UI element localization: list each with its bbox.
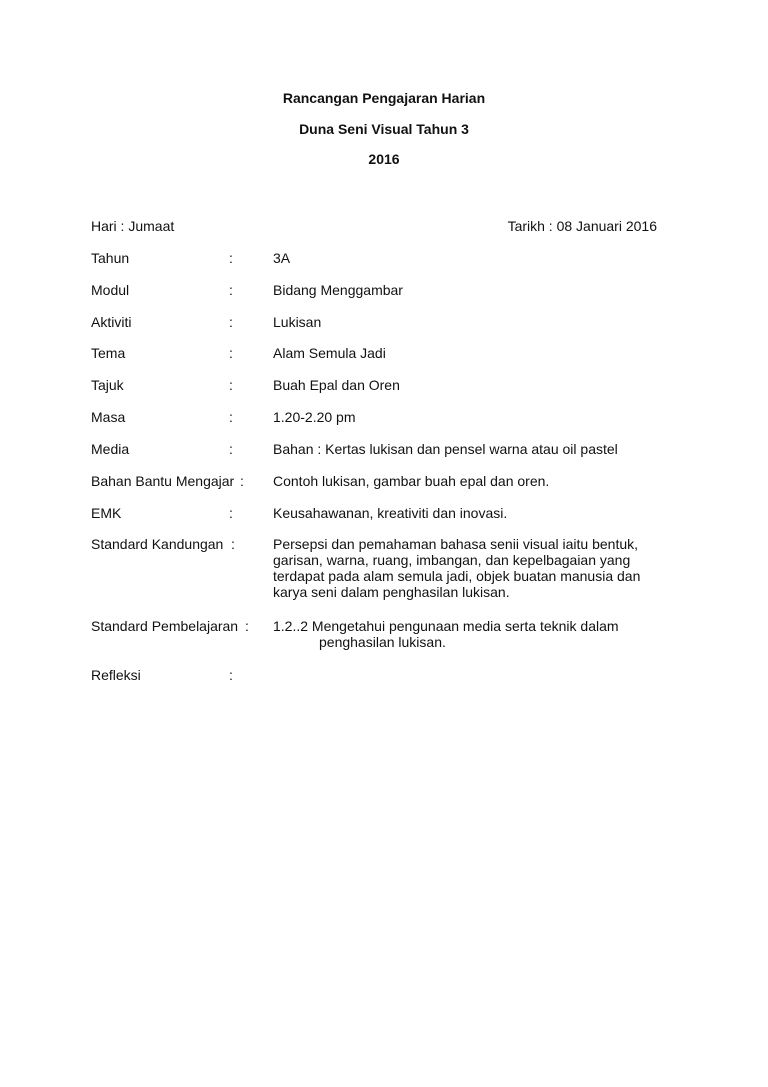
detail-value <box>273 441 663 457</box>
detail-value-line: Alam Semula Jadi <box>273 345 386 361</box>
detail-value-line: garisan, warna, ruang, imbangan, dan kepelbagaian yang <box>273 552 631 568</box>
detail-value <box>273 618 663 650</box>
detail-label: Masa <box>91 409 126 425</box>
detail-colon: : <box>229 377 233 393</box>
detail-colon: : <box>231 536 235 552</box>
detail-colon: : <box>229 250 233 266</box>
detail-label: Standard Kandungan <box>91 536 224 552</box>
detail-label: Aktiviti <box>91 314 132 330</box>
detail-value <box>273 250 663 266</box>
detail-value <box>273 505 663 521</box>
detail-value-line: Lukisan <box>273 314 322 330</box>
detail-value-line: 1.20-2.20 pm <box>273 409 356 425</box>
detail-label: Media <box>91 441 130 457</box>
detail-colon: : <box>245 618 249 634</box>
day-label: Hari : Jumaat <box>91 218 175 234</box>
detail-colon: : <box>229 441 233 457</box>
detail-colon: : <box>240 473 244 489</box>
detail-value <box>273 282 663 298</box>
detail-colon: : <box>229 667 233 683</box>
title-text: Rancangan Pengajaran Harian <box>282 90 486 106</box>
year-text: 2016 <box>368 151 400 167</box>
detail-value-line: karya seni dalam penghasilan lukisan. <box>273 584 510 600</box>
detail-value-line: 1.2..2 Mengetahui pengunaan media serta teknik dalam <box>273 618 619 634</box>
detail-label: Modul <box>91 282 130 298</box>
document-year <box>0 151 768 167</box>
detail-colon: : <box>229 345 233 361</box>
detail-colon: : <box>229 314 233 330</box>
detail-value <box>273 536 663 600</box>
detail-value-line: 3A <box>273 250 291 266</box>
detail-colon: : <box>229 409 233 425</box>
detail-value <box>273 377 663 393</box>
subtitle-text: Duna Seni Visual Tahun 3 <box>299 121 469 137</box>
detail-value-line: Contoh lukisan, gambar buah epal dan oren. <box>273 473 550 489</box>
detail-label: Tema <box>91 345 126 361</box>
detail-label: EMK <box>91 505 122 521</box>
detail-value-line: Bahan : Kertas lukisan dan pensel warna atau oil pastel <box>273 441 618 457</box>
detail-value-line: Persepsi dan pemahaman bahasa senii visual iaitu bentuk, <box>273 536 639 552</box>
detail-value-line: penghasilan lukisan. <box>319 634 446 650</box>
detail-value-line: terdapat pada alam semula jadi, objek buatan manusia dan <box>273 568 641 584</box>
detail-value <box>273 409 663 425</box>
detail-value <box>273 473 663 489</box>
detail-value <box>273 345 663 361</box>
detail-colon: : <box>229 282 233 298</box>
detail-label: Refleksi <box>91 667 141 683</box>
detail-label: Standard Pembelajaran <box>91 618 239 634</box>
date-label: Tarikh : 08 Januari 2016 <box>507 218 657 234</box>
detail-value-line: Keusahawanan, kreativiti dan inovasi. <box>273 505 508 521</box>
detail-value <box>273 314 663 330</box>
detail-label: Bahan Bantu Mengajar <box>91 473 235 489</box>
document-title <box>0 90 768 106</box>
detail-colon: : <box>229 505 233 521</box>
document-subtitle <box>0 121 768 137</box>
detail-label: Tahun <box>91 250 130 266</box>
detail-value-line: Buah Epal dan Oren <box>273 377 400 393</box>
detail-label: Tajuk <box>91 377 124 393</box>
detail-value-line: Bidang Menggambar <box>273 282 403 298</box>
